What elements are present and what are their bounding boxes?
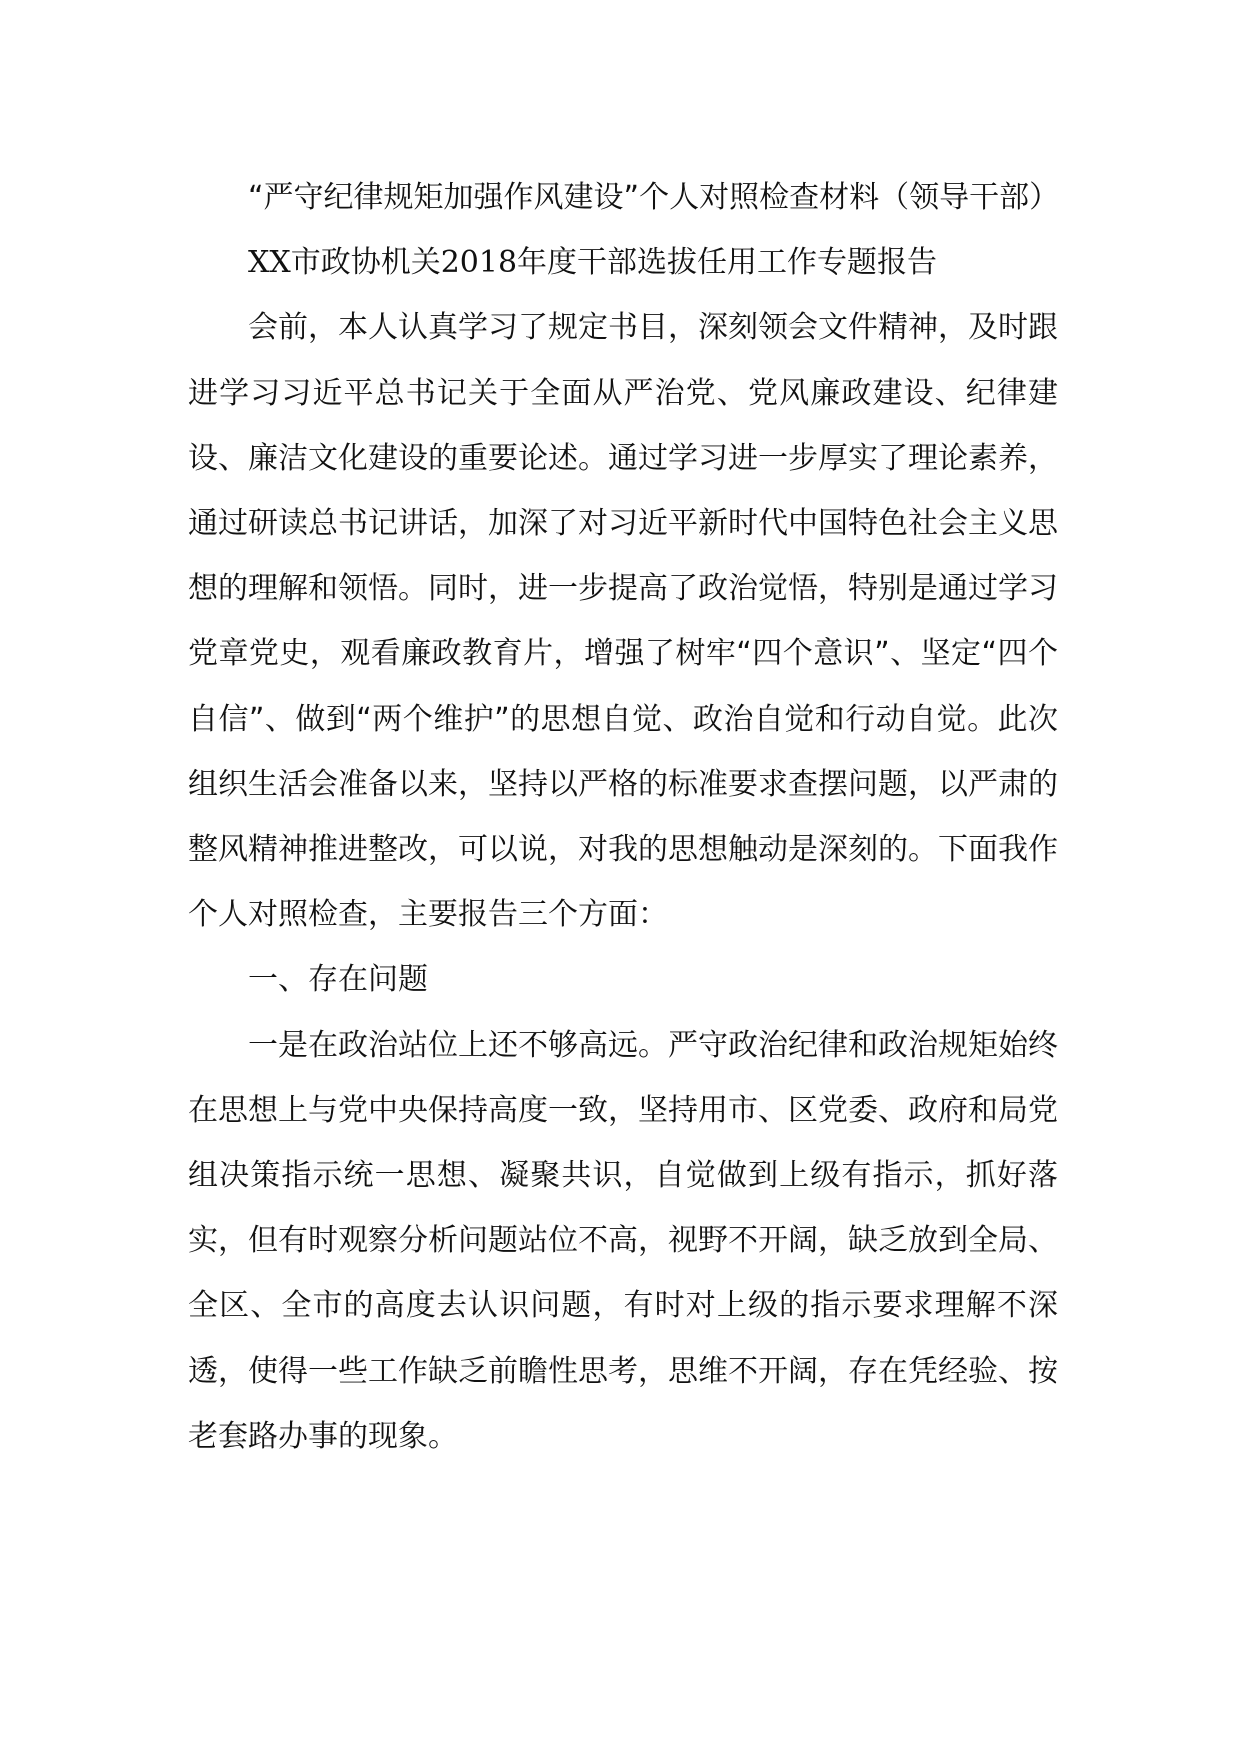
document-subtitle: XX市政协机关2018年度干部选拔任用工作专题报告 bbox=[248, 245, 938, 281]
document-title: “严守纪律规矩加强作风建设”个人对照检查材料（领导干部） bbox=[248, 180, 1060, 215]
section-heading: 一、存在问题 bbox=[248, 962, 428, 998]
point-one-paragraph: 一是在政治站位上还不够高远。严守政治纪律和政治规矩始终在思想上与党中央保持高度一致，坚持用市、区党委、政府和局党组决策指示统一思想、凝聚共识，自觉做到上级有指示，抓好落实，但有时观察分析问题站位不高，视野不开阔，缺乏放到全局、全区、全市的高度去认识问题，有时对上级的指示要求理解不深透，使得一些工作缺乏前瞻性思考，思维不开阔，存在凭经验、按老套路办事的现象。 bbox=[188, 1027, 1058, 1454]
document-body bbox=[188, 165, 1058, 1469]
intro-paragraph: 会前，本人认真学习了规定书目，深刻领会文件精神，及时跟进学习习近平总书记关于全面从严治党、党风廉政建设、纪律建设、廉洁文化建设的重要论述。通过学习进一步厚实了理论素养，通过研读总书记讲话，加深了对习近平新时代中国特色社会主义思想的理解和领悟。同时，进一步提高了政治觉悟，特别是通过学习党章党史，观看廉政教育片，增强了树牢“四个意识”、坚定“四个自信”、做到“两个维护”的思想自觉、政治自觉和行动自觉。此次组织生活会准备以来，坚持以严格的标准要求查摆问题，以严肃的整风精神推进整改，可以说，对我的思想触动是深刻的。下面我作个人对照检查，主要报告三个方面： bbox=[188, 310, 1058, 933]
